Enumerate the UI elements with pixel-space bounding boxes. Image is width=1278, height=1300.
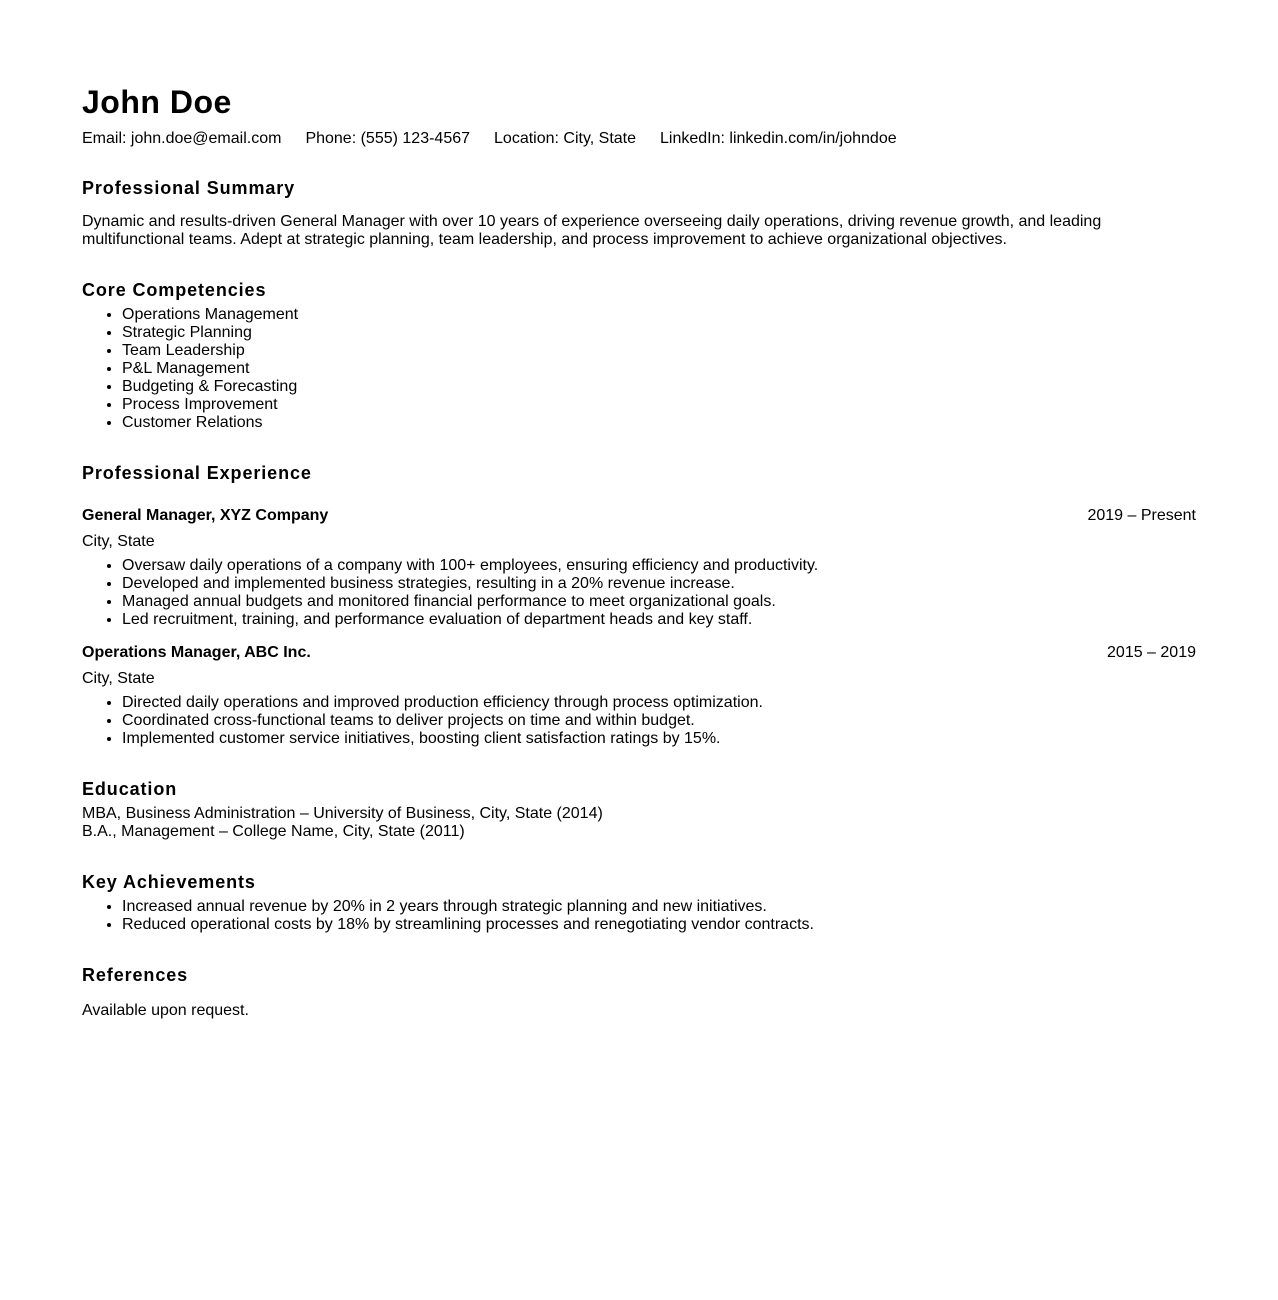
job-bullet: • Developed and implemented business strategies, resulting in a 20% revenue increase. <box>122 575 1196 593</box>
education-section <box>82 778 1196 841</box>
job-entry <box>82 506 1196 629</box>
experience-section <box>82 462 1196 748</box>
section-title-achievements: Key Achievements <box>82 872 256 892</box>
section-title-education: Education <box>82 779 178 799</box>
competency-item: • Customer Relations <box>122 414 1196 432</box>
section-title-summary: Professional Summary <box>82 178 296 198</box>
section-title-competencies: Core Competencies <box>82 280 267 300</box>
summary-text: Dynamic and results-driven General Manager with over 10 years of experience overseeing daily operations, driving revenue growth, and leading multifunctional teams. Adept at strategic planning, team leadership, and process improvement to achieve organizational objectives. <box>82 213 1102 248</box>
contact-linkedin: LinkedIn: linkedin.com/in/johndoe <box>660 130 897 147</box>
job-title: General Manager, XYZ Company <box>82 507 329 524</box>
job-title: Operations Manager, ABC Inc. <box>82 644 311 661</box>
education-item: MBA, Business Administration – University of Business, City, State (2014) <box>82 805 603 822</box>
contact-location: Location: City, State <box>494 130 637 147</box>
section-title-experience: Professional Experience <box>82 463 312 483</box>
job-bullet: • Led recruitment, training, and performance evaluation of department heads and key staff. <box>122 611 1196 629</box>
job-bullets <box>82 694 1196 748</box>
contact-info <box>82 129 1196 149</box>
job-bullet: • Implemented customer service initiatives, boosting client satisfaction ratings by 15%. <box>122 730 1196 748</box>
education-item: B.A., Management – College Name, City, State (2011) <box>82 823 465 840</box>
achievements-list <box>82 898 1196 934</box>
job-location: City, State <box>82 670 155 687</box>
job-location: City, State <box>82 533 155 550</box>
competency-item: • Operations Management <box>122 306 1196 324</box>
job-header <box>82 506 1196 526</box>
references-text: Available upon request. <box>82 1002 249 1019</box>
references-section <box>82 964 1196 1021</box>
competency-item: • Team Leadership <box>122 342 1196 360</box>
job-bullet: • Managed annual budgets and monitored financial performance to meet organizational goals. <box>122 593 1196 611</box>
job-entry <box>82 643 1196 748</box>
competency-item: • Budgeting & Forecasting <box>122 378 1196 396</box>
achievement-item: • Increased annual revenue by 20% in 2 years through strategic planning and new initiatives. <box>122 898 1196 916</box>
contact-phone: Phone: (555) 123-4567 <box>305 130 471 147</box>
contact-email: Email: john.doe@email.com <box>82 130 282 147</box>
job-bullet: • Directed daily operations and improved production efficiency through process optimization. <box>122 694 1196 712</box>
achievements-section <box>82 871 1196 934</box>
competencies-section <box>82 279 1196 432</box>
competency-item: • Strategic Planning <box>122 324 1196 342</box>
job-dates: 2019 – Present <box>1087 507 1196 524</box>
competencies-list <box>82 306 1196 432</box>
job-dates: 2015 – 2019 <box>1107 644 1196 661</box>
competency-item: • P&L Management <box>122 360 1196 378</box>
job-header <box>82 643 1196 663</box>
summary-section <box>82 177 1196 249</box>
candidate-name: John Doe <box>82 84 232 120</box>
job-bullet: • Oversaw daily operations of a company with 100+ employees, ensuring efficiency and productivity. <box>122 557 1196 575</box>
achievement-item: • Reduced operational costs by 18% by streamlining processes and renegotiating vendor contracts. <box>122 916 1196 934</box>
section-title-references: References <box>82 965 189 985</box>
competency-item: • Process Improvement <box>122 396 1196 414</box>
education-list <box>82 805 1196 841</box>
job-bullets <box>82 557 1196 629</box>
job-bullet: • Coordinated cross-functional teams to deliver projects on time and within budget. <box>122 712 1196 730</box>
